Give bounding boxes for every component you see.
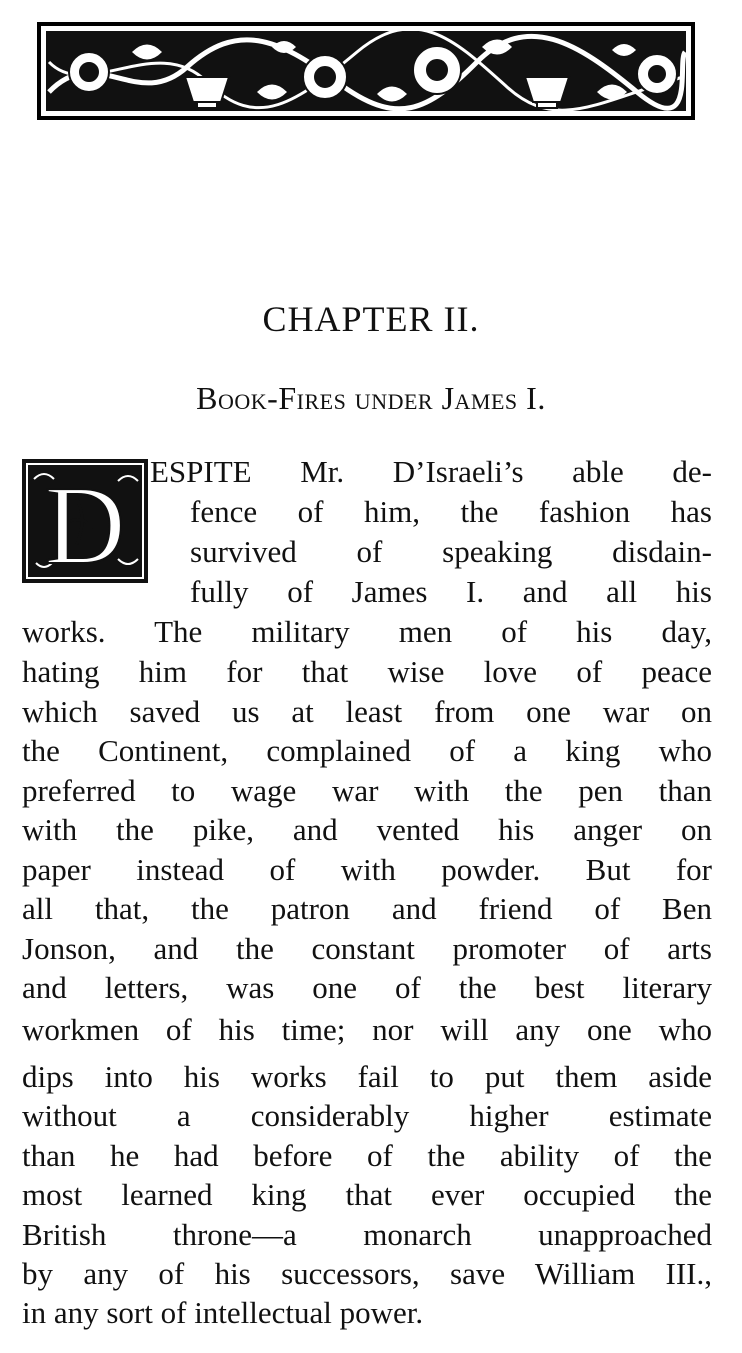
text-line: the Continent, complained of a king who [22,733,712,768]
text-line: and letters, was one of the best literary [22,970,712,1005]
text-line: dips into his works fail to put them aside [22,1059,712,1094]
text-line: works. The military men of his day, [22,614,712,649]
text-line: most learned king that ever occupied the [22,1177,712,1212]
text-line: ESPITE Mr. D’Israeli’s able de- [150,454,712,489]
text-line: than he had before of the ability of the [22,1138,712,1173]
drop-cap-initial [22,459,148,583]
ornamental-headpiece [37,22,695,120]
text-line: without a considerably higher estimate [22,1098,712,1133]
text-line: which saved us at least from one war on [22,694,712,729]
text-line: preferred to wage war with the pen than [22,773,712,808]
text-line: with the pike, and vented his anger on [22,812,712,847]
text-line: in any sort of intellectual power. [22,1295,424,1330]
text-line: Jonson, and the constant promoter of arts [22,931,712,966]
text-line: survived of speaking disdain- [190,534,712,569]
drop-cap-letter: D [44,464,126,583]
text-line: workmen of his time; nor will any one who [22,1012,712,1047]
text-line: paper instead of with powder. But for [22,852,712,887]
text-line: hating him for that wise love of peace [22,654,712,689]
text-line: by any of his successors, save William III., [22,1256,712,1291]
chapter-subtitle: Book-Fires under James I. [196,380,546,416]
text-line: fence of him, the fashion has [190,494,712,529]
text-line: British throne—a monarch unapproached [22,1217,712,1252]
text-line: fully of James I. and all his [190,574,712,609]
chapter-title: CHAPTER II. [262,299,480,339]
text-line: all that, the patron and friend of Ben [22,891,712,926]
